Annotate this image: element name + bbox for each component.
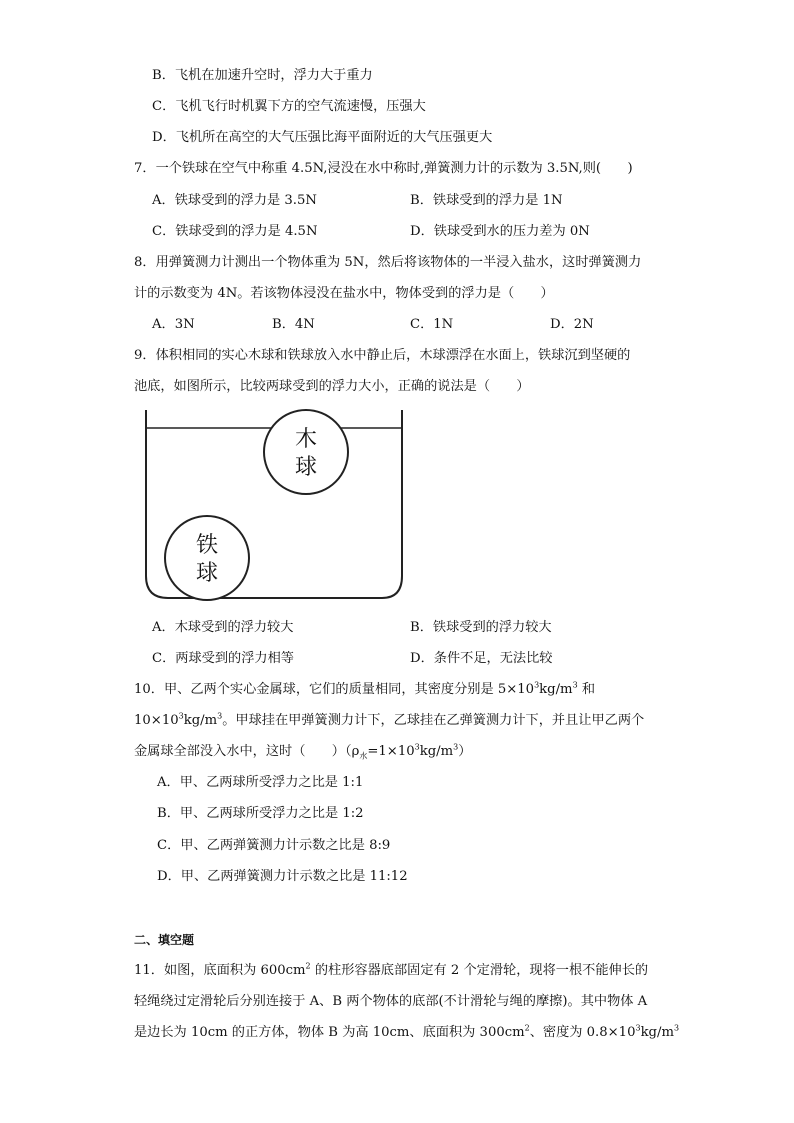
iron-ball: [165, 516, 249, 600]
wood-ball: [264, 410, 348, 494]
q9-option-a: A．木球受到的浮力较大: [152, 620, 294, 635]
q11-line2: 轻绳绕过定滑轮后分别连接于 A、B 两个物体的底部(不计滑轮与绳的摩擦)。其中物体 A: [134, 994, 648, 1009]
q10-option-c: C．甲、乙两弹簧测力计示数之比是 8:9: [157, 838, 391, 853]
wood-ball-label-1: 木: [294, 427, 318, 452]
q9-figure: [140, 408, 410, 606]
q6-option-c: C．飞机飞行时机翼下方的空气流速慢，压强大: [152, 99, 426, 114]
section-heading-fill-in: 二、填空题: [134, 933, 195, 947]
q9-stem-line2: 池底，如图所示，比较两球受到的浮力大小，正确的说法是（ ）: [134, 379, 530, 394]
q8-option-b: B．4N: [272, 317, 315, 332]
q7-stem: 7．一个铁球在空气中称重 4.5N,浸没在水中称时,弹簧测力计的示数为 3.5N,则( ): [134, 161, 633, 176]
q6-option-b: B．飞机在加速升空时，浮力大于重力: [152, 68, 373, 83]
q8-option-a: A．3N: [152, 317, 195, 332]
q10-stem-line2: $10\times 10^3kg/m^3$。甲球挂在甲弹簧测力计下，乙球挂在乙弹簧测力计下，并且让甲乙两个: [134, 711, 645, 728]
container-diagram: [140, 408, 410, 606]
q9-option-c: C．两球受到的浮力相等: [152, 651, 294, 666]
q8-option-d: D．2N: [550, 317, 594, 332]
q7-option-c: C．铁球受到的浮力是 4.5N: [152, 224, 318, 239]
q11-line1: 11．如图，底面积为 $600cm^2$ 的柱形容器底部固定有 2 个定滑轮，现将一根不能伸长的: [134, 961, 649, 978]
q11-line3: 是边长为 10cm 的正方体，物体 B 为高 10cm、底面积为 $300cm^2$、密度为 $0.8\times 10^3kg/m^3$: [134, 1023, 680, 1040]
wood-ball-label-2: 球: [294, 455, 318, 480]
q8-stem-line2: 计的示数变为 4N。若该物体浸没在盐水中，物体受到的浮力是（ ）: [134, 286, 554, 301]
q8-option-c: C．1N: [410, 317, 454, 332]
q8-stem-line1: 8．用弹簧测力计测出一个物体重为 5N，然后将该物体的一半浸入盐水，这时弹簧测力: [134, 255, 642, 270]
q10-stem-line1: 10．甲、乙两个实心金属球，它们的质量相同，其密度分别是 $5\times 10^3kg/m^3$ 和: [134, 680, 596, 697]
q6-option-d: D．飞机所在高空的大气压强比海平面附近的大气压强更大: [152, 130, 493, 145]
q7-option-d: D．铁球受到水的压力差为 0N: [410, 224, 590, 239]
q7-option-a: A．铁球受到的浮力是 3.5N: [152, 193, 317, 208]
q10-stem-line3: 金属球全部没入水中，这时（ ）$(\rho_水=1\times 10^3kg/m^3)$: [134, 742, 472, 761]
iron-ball-label-2: 球: [195, 561, 219, 586]
q10-option-b: B．甲、乙两球所受浮力之比是 1:2: [157, 806, 364, 821]
q7-option-b: B．铁球受到的浮力是 1N: [410, 193, 563, 208]
q10-option-a: A．甲、乙两球所受浮力之比是 1:1: [157, 775, 364, 790]
q9-option-b: B．铁球受到的浮力较大: [410, 620, 552, 635]
q9-stem-line1: 9．体积相同的实心木球和铁球放入水中静止后，木球漂浮在水面上，铁球沉到坚硬的: [134, 348, 631, 363]
q10-option-d: D．甲、乙两弹簧测力计示数之比是 11:12: [157, 869, 408, 884]
q9-option-d: D．条件不足，无法比较: [410, 651, 553, 666]
iron-ball-label-1: 铁: [195, 533, 219, 558]
